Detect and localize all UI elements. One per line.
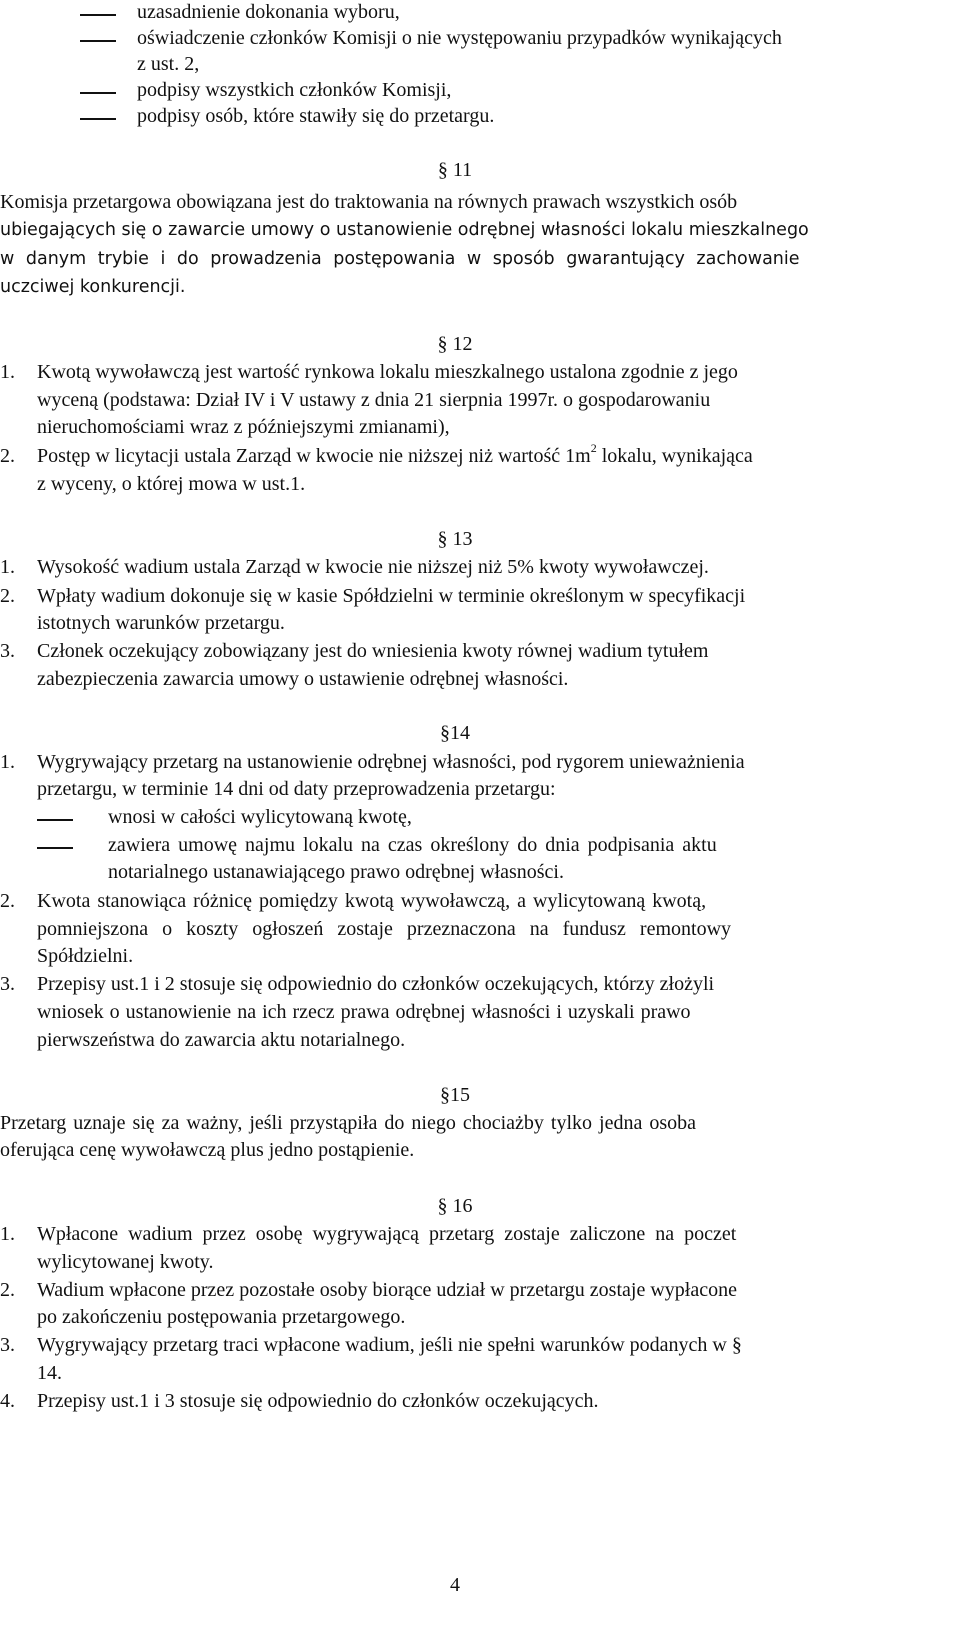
paragraph-line: pierwszeństwa do zawarcia aktu notarialnego. [37,1029,406,1051]
bullet-item: podpisy wszystkich członków Komisji, [137,79,452,101]
paragraph-line: ubiegających się o zawarcie umowy o ustanowienie odrębnej własności lokalu mieszkalnego [0,220,809,240]
dash-bullet [80,118,116,120]
paragraph-line: w danym trybie i do prowadzenia postępowania w sposób gwarantujący zachowanie [0,249,800,269]
paragraph-line: Komisja przetargowa obowiązana jest do traktowania na równych prawach wszystkich osób [0,191,738,213]
paragraph-line: Spółdzielni. [37,945,134,967]
page-number: 4 [450,1574,460,1596]
paragraph-line: Przetarg uznaje się za ważny, jeśli przystąpiła do niego chociażby tylko jedna osoba [0,1112,696,1134]
paragraph-line: uczciwej konkurencji. [0,277,186,297]
dash-bullet [37,847,73,849]
dash-bullet [37,819,73,821]
list-number: 1. [0,751,15,773]
bullet-item-continuation: z ust. 2, [137,53,200,75]
list-number: 2. [0,1279,15,1301]
paragraph-line: pomniejszona o koszty ogłoszeń zostaje przeznaczona na fundusz remontowy [37,918,732,940]
list-number: 4. [0,1390,15,1412]
bullet-item-continuation: notarialnego ustanawiającego prawo odrębnej własności. [108,861,564,883]
list-number: 1. [0,1223,15,1245]
bullet-item: uzasadnienie dokonania wyboru, [137,1,400,23]
paragraph-line: 14. [37,1362,62,1384]
paragraph-line: Wygrywający przetarg traci wpłacone wadium, jeśli nie spełni warunków podanych w § [37,1334,742,1356]
paragraph-line: nieruchomościami wraz z późniejszymi zmianami), [37,416,450,438]
paragraph-line: Członek oczekujący zobowiązany jest do wniesienia kwoty równej wadium tytułem [37,640,709,662]
paragraph-line: Wpłaty wadium dokonuje się w kasie Spółdzielni w terminie określonym w specyfikacji [37,585,746,607]
paragraph-line: z wyceny, o której mowa w ust.1. [37,473,306,495]
dash-bullet [80,92,116,94]
paragraph-line: po zakończeniu postępowania przetargowego. [37,1306,406,1328]
paragraph-line: wylicytowanej kwoty. [37,1251,214,1273]
line-text: Postęp w licytacji ustala Zarząd w kwocie nie niższej niż wartość 1m [37,445,591,467]
superscript: 2 [590,441,597,456]
list-number: 2. [0,445,15,467]
paragraph-line: wyceną (podstawa: Dział IV i V ustawy z dnia 21 sierpnia 1997r. o gospodarowaniu [37,389,711,411]
paragraph-line: Kwotą wywoławczą jest wartość rynkowa lokalu mieszkalnego ustalona zgodnie z jego [37,361,738,383]
section-heading: § 12 [437,333,473,355]
list-number: 2. [0,890,15,912]
dash-bullet [80,14,116,16]
paragraph-line: istotnych warunków przetargu. [37,612,285,634]
section-heading: § 11 [437,159,473,181]
paragraph-line: oferująca cenę wywoławczą plus jedno postąpienie. [0,1139,415,1161]
paragraph-line [37,441,753,467]
list-number: 2. [0,585,15,607]
paragraph-line: Przepisy ust.1 i 3 stosuje się odpowiednio do członków oczekujących. [37,1390,599,1412]
list-number: 3. [0,1334,15,1356]
section-heading: § 16 [437,1195,473,1217]
paragraph-line: Wpłacone wadium przez osobę wygrywającą przetarg zostaje zaliczone na poczet [37,1223,737,1245]
paragraph-line: zabezpieczenia zawarcia umowy o ustawienie odrębnej własności. [37,668,569,690]
bullet-item: podpisy osób, które stawiły się do przetargu. [137,105,495,127]
section-heading: §14 [440,722,470,744]
list-number: 1. [0,556,15,578]
paragraph-line: Wadium wpłacone przez pozostałe osoby biorące udział w przetargu zostaje wypłacone [37,1279,737,1301]
paragraph-line: wniosek o ustanowienie na ich rzecz prawa odrębnej własności i uzyskali prawo [37,1001,691,1023]
bullet-item: wnosi w całości wylicytowaną kwotę, [108,806,412,828]
paragraph-line: przetargu, w terminie 14 dni od daty przeprowadzenia przetargu: [37,778,556,800]
dash-bullet [80,40,116,42]
paragraph-line: Przepisy ust.1 i 2 stosuje się odpowiednio do członków oczekujących, którzy złożyli [37,973,715,995]
paragraph-line: Wysokość wadium ustala Zarząd w kwocie nie niższej niż 5% kwoty wywoławczej. [37,556,709,578]
paragraph-line: Kwota stanowiąca różnicę pomiędzy kwotą wywoławczą, a wylicytowaną kwotą, [37,890,707,912]
paragraph-line: Wygrywający przetarg na ustanowienie odrębnej własności, pod rygorem unieważnienia [37,751,745,773]
list-number: 3. [0,640,15,662]
section-heading: § 13 [437,528,473,550]
bullet-item: oświadczenie członków Komisji o nie występowaniu przypadków wynikających [137,27,782,49]
section-heading: §15 [440,1084,470,1106]
list-number: 1. [0,361,15,383]
list-number: 3. [0,973,15,995]
bullet-item: zawiera umowę najmu lokalu na czas określony do dnia podpisania aktu [108,834,717,856]
line-text: lokalu, wynikająca [596,445,753,467]
